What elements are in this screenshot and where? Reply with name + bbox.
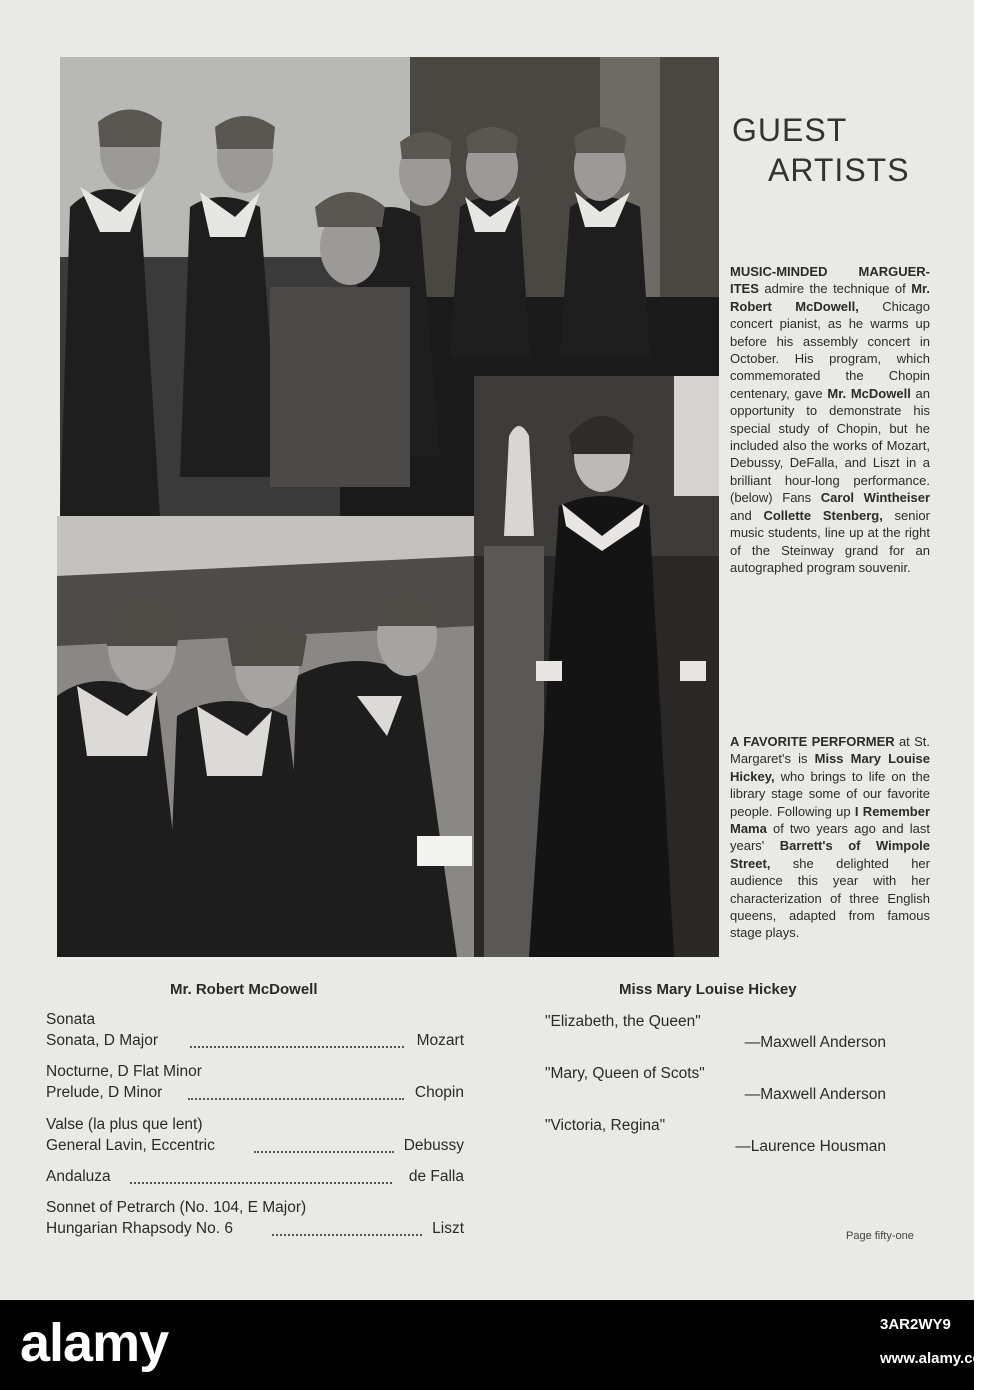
program-composer: Mozart xyxy=(416,1032,464,1049)
leader-dots xyxy=(130,1182,392,1184)
caption-performer-text: at St. Margaret's is xyxy=(730,734,930,767)
alamy-logo: alamy xyxy=(20,1313,169,1373)
photo-autograph-signing xyxy=(57,516,474,957)
caption-pianist-text: senior music students, line up at the right of the Steinway grand for an autographed program souvenir. xyxy=(730,507,930,575)
caption-pianist-lead: MUSIC-MINDED MARGUER-ITES xyxy=(730,264,930,297)
program-item: Sonnet of Petrarch (No. 104, E Major) xyxy=(46,1199,307,1216)
photo-autograph-signing-art xyxy=(57,516,474,957)
play-author: —Maxwell Anderson xyxy=(744,1034,886,1051)
program-item: Sonata, D Major xyxy=(46,1032,158,1049)
page-title-line2: ARTISTS xyxy=(768,152,910,188)
caption-performer-play: Barrett's of Wimpole Street, xyxy=(730,838,930,871)
caption-pianist-name: Mr. McDowell xyxy=(827,385,911,401)
caption-performer-text: of two years ago and last years' xyxy=(730,821,930,854)
stock-footer-bar xyxy=(0,1300,995,1390)
program-composer: Debussy xyxy=(403,1137,464,1154)
program-composer: de Falla xyxy=(408,1168,464,1185)
leader-dots xyxy=(272,1234,422,1236)
image-id: 3AR2WY9 xyxy=(880,1316,951,1333)
caption-performer-text: she delighted her audience this year with her characterization of three English queens, adapted from famous stage plays. xyxy=(730,855,930,941)
caption-pianist-text: admire the technique of xyxy=(758,281,912,297)
caption-performer xyxy=(730,733,930,942)
program-right-heading: Miss Mary Louise Hickey xyxy=(619,981,797,998)
caption-performer-lead: A FAVORITE PERFORMER xyxy=(730,734,895,749)
play-title: "Elizabeth, the Queen" xyxy=(545,1013,701,1030)
caption-pianist-name: Carol Wintheiser xyxy=(820,490,930,506)
program-item: General Lavin, Eccentric xyxy=(46,1137,215,1154)
caption-pianist-text: and xyxy=(730,507,764,523)
leader-dots xyxy=(254,1151,394,1153)
caption-pianist-name: Collette Stenberg, xyxy=(763,507,883,523)
photo-singer-in-gown xyxy=(474,376,719,957)
program-item: Prelude, D Minor xyxy=(46,1084,163,1101)
caption-performer-name: Miss Mary Louise Hickey, xyxy=(730,751,930,784)
page-title-line1: GUEST xyxy=(732,112,848,148)
program-composer: Liszt xyxy=(432,1220,464,1237)
play-title: "Mary, Queen of Scots" xyxy=(545,1065,705,1082)
site-url: www.alamy.com xyxy=(880,1350,995,1367)
caption-performer-text: who brings to life on the library stage some of our favorite people. Following up xyxy=(730,768,930,819)
play-author: —Laurence Housman xyxy=(735,1138,886,1155)
leader-dots xyxy=(188,1098,404,1100)
caption-performer-play: I Remember Mama xyxy=(730,803,931,837)
play-author: —Maxwell Anderson xyxy=(744,1086,886,1103)
caption-pianist xyxy=(730,263,930,576)
program-item: Hungarian Rhapsody No. 6 xyxy=(46,1220,233,1237)
program-item: Andaluza xyxy=(46,1168,111,1185)
program-item: Valse (la plus que lent) xyxy=(46,1116,203,1133)
caption-pianist-text: Chicago concert pianist, as he warms up before his assembly concert in October. His program, which commemorated the Chopin centenary, gave xyxy=(730,298,930,401)
program-item: Sonata xyxy=(46,1011,96,1028)
program-left-heading: Mr. Robert McDowell xyxy=(170,981,318,998)
program-composer: Chopin xyxy=(414,1084,464,1101)
leader-dots xyxy=(190,1046,404,1048)
page-number: Page fifty-one xyxy=(846,1230,914,1242)
program-item: Nocturne, D Flat Minor xyxy=(46,1063,202,1080)
caption-pianist-text: an opportunity to demonstrate his special study of Chopin, but he included also the works of Mozart, Debussy, DeFalla, and Liszt in a brilliant hour-long performance. (below) Fans xyxy=(730,385,930,506)
photo-singer-in-gown-art xyxy=(474,376,719,957)
play-title: "Victoria, Regina" xyxy=(545,1117,666,1134)
caption-pianist-name: Mr. Robert McDowell, xyxy=(730,281,930,314)
